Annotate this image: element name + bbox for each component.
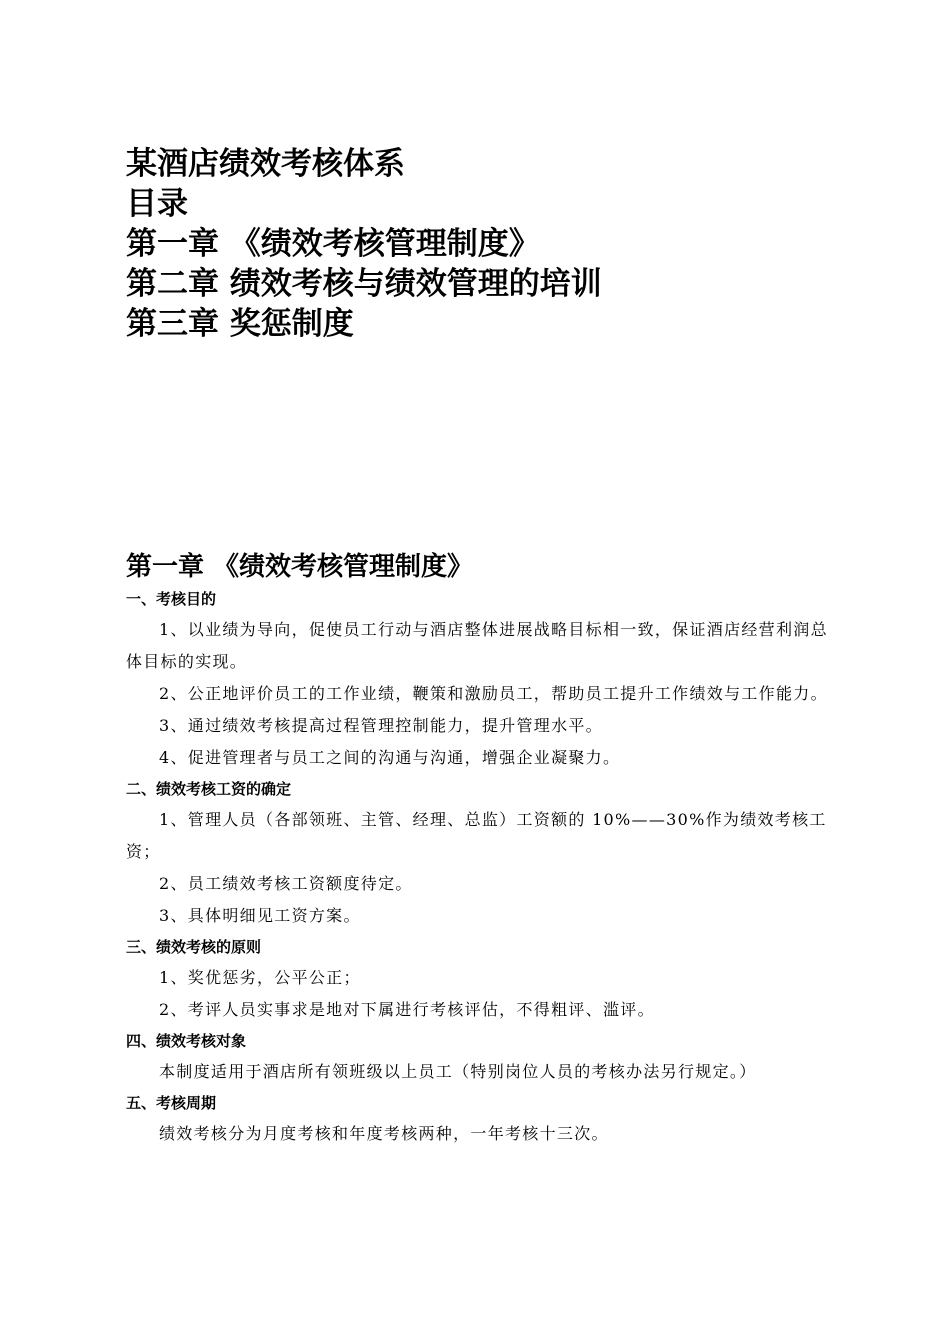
section-heading-3: 三、绩效考核的原则 [126, 938, 262, 956]
toc-item-chapter-3: 第三章 奖惩制度 [126, 306, 354, 342]
paragraph: 2、考评人员实事求是地对下属进行考核评估，不得粗评、滥评。 [159, 1000, 655, 1019]
section-heading-4: 四、绩效考核对象 [126, 1032, 247, 1050]
paragraph: 本制度适用于酒店所有领班级以上员工（特别岗位人员的考核办法另行规定。） [159, 1062, 757, 1081]
paragraph: 1、管理人员（各部领班、主管、经理、总监）工资额的 10%——30%作为绩效考核工资； [126, 810, 827, 861]
section-heading-5: 五、考核周期 [126, 1094, 217, 1112]
paragraph: 3、具体明细见工资方案。 [159, 906, 361, 925]
paragraph: 3、通过绩效考核提高过程管理控制能力，提升管理水平。 [159, 716, 603, 735]
document-title: 某酒店绩效考核体系 [126, 146, 405, 182]
toc-item-chapter-2: 第二章 绩效考核与绩效管理的培训 [126, 266, 602, 302]
paragraph: 2、公正地评价员工的工作业绩，鞭策和激励员工，帮助员工提升工作绩效与工作能力。 [159, 684, 828, 703]
section-heading-2: 二、绩效考核工资的确定 [126, 780, 292, 798]
paragraph: 1、以业绩为导向，促使员工行动与酒店整体进展战略目标相一致，保证酒店经营利润总体目标的实现。 [126, 620, 828, 671]
chapter-1-title: 第一章 《绩效考核管理制度》 [126, 552, 474, 582]
paragraph: 4、促进管理者与员工之间的沟通与沟通，增强企业凝聚力。 [159, 748, 621, 767]
toc-label: 目录 [126, 186, 188, 222]
paragraph: 2、员工绩效考核工资额度待定。 [159, 874, 413, 893]
paragraph: 1、奖优惩劣，公平公正； [159, 968, 361, 987]
toc-item-chapter-1: 第一章 《绩效考核管理制度》 [126, 226, 540, 262]
paragraph: 绩效考核分为月度考核和年度考核两种，一年考核十三次。 [159, 1124, 609, 1143]
table-of-contents [126, 144, 602, 344]
chapter-1 [126, 550, 830, 1150]
section-heading-1: 一、考核目的 [126, 590, 217, 608]
